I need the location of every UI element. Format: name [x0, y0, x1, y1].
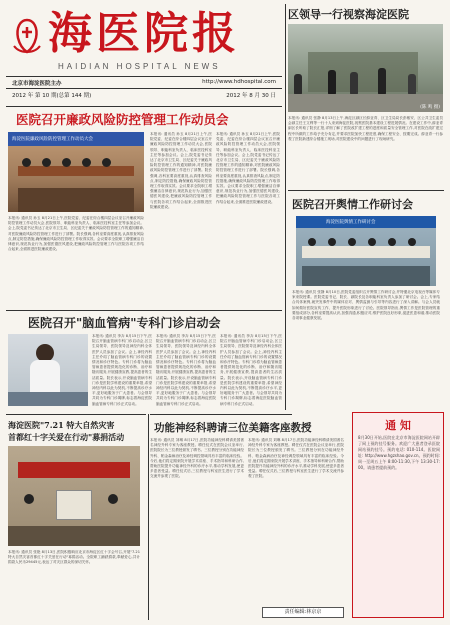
- photo-banner: 海淀医院廉政风险防控管理工作动员大会: [12, 137, 93, 142]
- article-headline: 医院召开"脑血管病"专科门诊启动会: [28, 316, 221, 330]
- article-body: 本报讯: 通讯员 张艳 8月13日,医院积极响应北京市海淀区红十字会号召,开展"7.21特大自然灾害首都红十字关爱在行动"募捐活动。全院职工踊跃捐款,奉献爱心,共计捐款人民币29445元,表达了对灾区群众的深切关怀。: [8, 550, 140, 565]
- paper-title: 海医院报: [48, 8, 240, 59]
- article-headline: 医院召开舆情工作研讨会: [292, 198, 413, 211]
- photo-banner: 海淀医院舆情工作研讨会: [326, 220, 376, 225]
- article-body-col1: 本报讯: 通讯员 刘琳 8月17日,医院功能神经科聘请美国著名神经外科专家为客座教授。聘任仪式在医院会议室举行,医院院长为三位教授颁发了聘书。三位教授分别在功能神经外科、帕金森病治疗及神经调控领域具有丰富的临床经验。今后,他们将定期来院开展学术讲座、手术指导和科研合作,帮助医院提升功能神经外科的诊疗水平,推动学科发展,使更多患者受益。聘任仪式后,三位教授与科室医生进行了学术交流并参观了医院。: [150, 438, 244, 479]
- editor-label: 责任编辑:林京京: [262, 607, 344, 618]
- article-body: 本报讯: 通讯员 张静 8月13日上午,海淀区副区长薛亚青、区卫生局局长彭敏安、区公共卫生委员会副主任王文利等一行十人来到海淀医院,视察医院基本建设工程进展情况。在建设工作中,薛亚青副区长听取了院长汇报,详细了解了医院改扩建工程的进度和质量安全管理工作,对医院在改扩建过程中所做的工作给予充分肯定,并要求医院加快工程进度,确保工程安全、按期完成。薛亚青一行参观了医院新建综合楼施工现场,对医院建设中的问题进行了现场研究。: [288, 116, 443, 141]
- article-visiting-professors: [150, 416, 350, 620]
- article-integrity-meeting: [6, 108, 282, 308]
- issue-date: 2012 年 8 月 30 日: [226, 93, 276, 99]
- article-body-col1: 本报讯: 通讯员 孙玉 8月21日上午,医院党委、纪委在综合楼四层会议室召开廉政风险防控管理工作动员大会,医院领导、职能科室负责人、临床医技科室主任等参加会议。会上,院党委书记传达了北京市卫生局、区纪委关于廉政风险防控管理工作的通知精神,对医院廉政风险防控管理工作进行了部署。院长强调,各科室要高度重视,认真排查风险点,制定防控措施,确保廉政风险防控管理工作取得实效。会议要求全院职工增强廉洁自律意识,规范执业行为,加强医德医风建设,把廉政风险防控管理工作与医院各项工作结合起来,全面推进医院廉政建设。: [8, 216, 144, 252]
- article-headline: 功能神经科聘请三位美籍客座教授: [154, 422, 312, 434]
- website-link[interactable]: http://www.hdhospital.com: [202, 79, 276, 85]
- donation-photo: [8, 446, 140, 546]
- paper-english-title: HAIDIAN HOSPITAL NEWS: [58, 62, 221, 71]
- article-body-col2: 本报讯: 通讯员 李卉 8月15日下午,医院召开脑血管病专科门诊启动会,区卫生局领导、医院领导及神经内科全体医护人员参加了会议。会上,神经内科主任介绍了脑血管病专科门诊的设置情况和诊疗特色。专科门诊将为脑血管病患者提供规范化的诊断、治疗和随访服务,开展健康宣教,提高患者的生活质量。院长表示,开设脑血管病专科门诊是医院学科建设的重要举措,希望神经内科以此为契机,不断提高诊疗水平,更好地服务于广大患者。与会领导共同为专科门诊揭牌,标志着海淀医院脑血管病专科门诊正式启动。: [156, 334, 216, 406]
- notice-title: 通 知: [385, 419, 411, 432]
- article-body-col2: 本报讯: 通讯员 刘琳 8月17日,医院功能神经科聘请美国著名神经外科专家为客座教授。聘任仪式在医院会议室举行,医院院长为三位教授颁发了聘书。三位教授分别在功能神经外科、帕金森病治疗及神经调控领域具有丰富的临床经验。今后,他们将定期来院开展学术讲座、手术指导和科研合作,帮助医院提升功能神经外科的诊疗水平,推动学科发展,使更多患者受益。聘任仪式后,三位教授与科室医生进行了学术交流并参观了医院。: [248, 438, 344, 479]
- clinic-photo: [8, 334, 88, 406]
- article-headline: 区领导一行视察海淀医院: [288, 8, 409, 21]
- article-headline-line2: 首都红十字关爱在行动"募捐活动: [8, 432, 125, 442]
- article-body-col3: 本报讯: 通讯员 孙玉 8月21日上午,医院党委、纪委在综合楼四层会议室召开廉政风险防控管理工作动员大会,医院领导、职能科室负责人、临床医技科室主任等参加会议。会上,院党委书记传达了北京市卫生局、区纪委关于廉政风险防控管理工作的通知精神,对医院廉政风险防控管理工作进行了部署。院长强调,各科室要高度重视,认真排查风险点,制定防控措施,确保廉政风险防控管理工作取得实效。会议要求全院职工增强廉洁自律意识,规范执业行为,加强医德医风建设,把廉政风险防控管理工作与医院各项工作结合起来,全面推进医院廉政建设。: [216, 132, 280, 204]
- photo-credit: (陈 鸣 摄): [420, 105, 440, 110]
- sponsor-line: 北京市海淀医院主办: [12, 81, 62, 87]
- hospital-logo-icon: [10, 16, 44, 56]
- article-red-cross: [6, 416, 146, 620]
- article-neuro-clinic: [6, 312, 282, 412]
- article-district-visit: [288, 4, 444, 190]
- article-headline-line1: 海淀医院"7.21 特大自然灾害: [8, 420, 115, 430]
- visit-photo: [288, 24, 443, 112]
- notice-box: [352, 412, 444, 618]
- sentiment-photo: [296, 216, 436, 286]
- article-headline: 医院召开廉政风险防控管理工作动员会: [16, 112, 229, 127]
- issue-number: 2012 年 第 10 期(总第 144 期): [12, 93, 92, 99]
- article-sentiment-meeting: [288, 192, 444, 404]
- meeting-photo: [8, 132, 144, 212]
- masthead: [6, 4, 282, 100]
- article-body-col3: 本报讯: 通讯员 李卉 8月15日下午,医院召开脑血管病专科门诊启动会,区卫生局领导、医院领导及神经内科全体医护人员参加了会议。会上,神经内科主任介绍了脑血管病专科门诊的设置情况和诊疗特色。专科门诊将为脑血管病患者提供规范化的诊断、治疗和随访服务,开展健康宣教,提高患者的生活质量。院长表示,开设脑血管病专科门诊是医院学科建设的重要举措,希望神经内科以此为契机,不断提高诊疗水平,更好地服务于广大患者。与会领导共同为专科门诊揭牌,标志着海淀医院脑血管病专科门诊正式启动。: [220, 334, 282, 406]
- article-body-col1: 本报讯: 通讯员 李卉 8月15日下午,医院召开脑血管病专科门诊启动会,区卫生局领导、医院领导及神经内科全体医护人员参加了会议。会上,神经内科主任介绍了脑血管病专科门诊的设置情况和诊疗特色。专科门诊将为脑血管病患者提供规范化的诊断、治疗和随访服务,开展健康宣教,提高患者的生活质量。院长表示,开设脑血管病专科门诊是医院学科建设的重要举措,希望神经内科以此为契机,不断提高诊疗水平,更好地服务于广大患者。与会领导共同为专科门诊揭牌,标志着海淀医院脑血管病专科门诊正式启动。: [92, 334, 152, 406]
- notice-body: 8月30日开始,医院在北京市海淀医院网站开辟了网上预约挂号服务。欢迎广大患者登录医院网站预约挂号。预约电话: 010-114。医院网址: http://www.hgzshao.gov.cn。预约时间: 周一至周五上午 8:00-11:30,下午 13:30-17:00。请患者提前预约。: [358, 435, 440, 470]
- article-body: 本报讯: 通讯员 张静 8月10日,医院党委组织召开舆情工作研讨会,并特邀北京电视台等媒体专家来院授课。医院党委书记、院长、副院长及各职能科室负责人参加了研讨会。会上,专家结合具体案例,就突发事件中的媒体应对、舆情监测与引导等内容进行了深入讲解。与会人员就如何做好医院宣传工作、提升医院形象进行了讨论。医院领导指出,舆情工作是医院管理的重要组成部分,各科室要提高认识,加强沟通,积极应对,维护医院良好形象,促进医患和谐,推动医院各项事业健康发展。: [292, 290, 440, 321]
- article-body-col2: 本报讯: 通讯员 孙玉 8月21日上午,医院党委、纪委在综合楼四层会议室召开廉政风险防控管理工作动员大会,医院领导、职能科室负责人、临床医技科室主任等参加会议。会上,院党委书记传达了北京市卫生局、区纪委关于廉政风险防控管理工作的通知精神,对医院廉政风险防控管理工作进行了部署。院长强调,各科室要高度重视,认真排查风险点,制定防控措施,确保廉政风险防控管理工作取得实效。会议要求全院职工增强廉洁自律意识,规范执业行为,加强医德医风建设,把廉政风险防控管理工作与医院各项工作结合起来,全面推进医院廉政建设。: [150, 132, 212, 209]
